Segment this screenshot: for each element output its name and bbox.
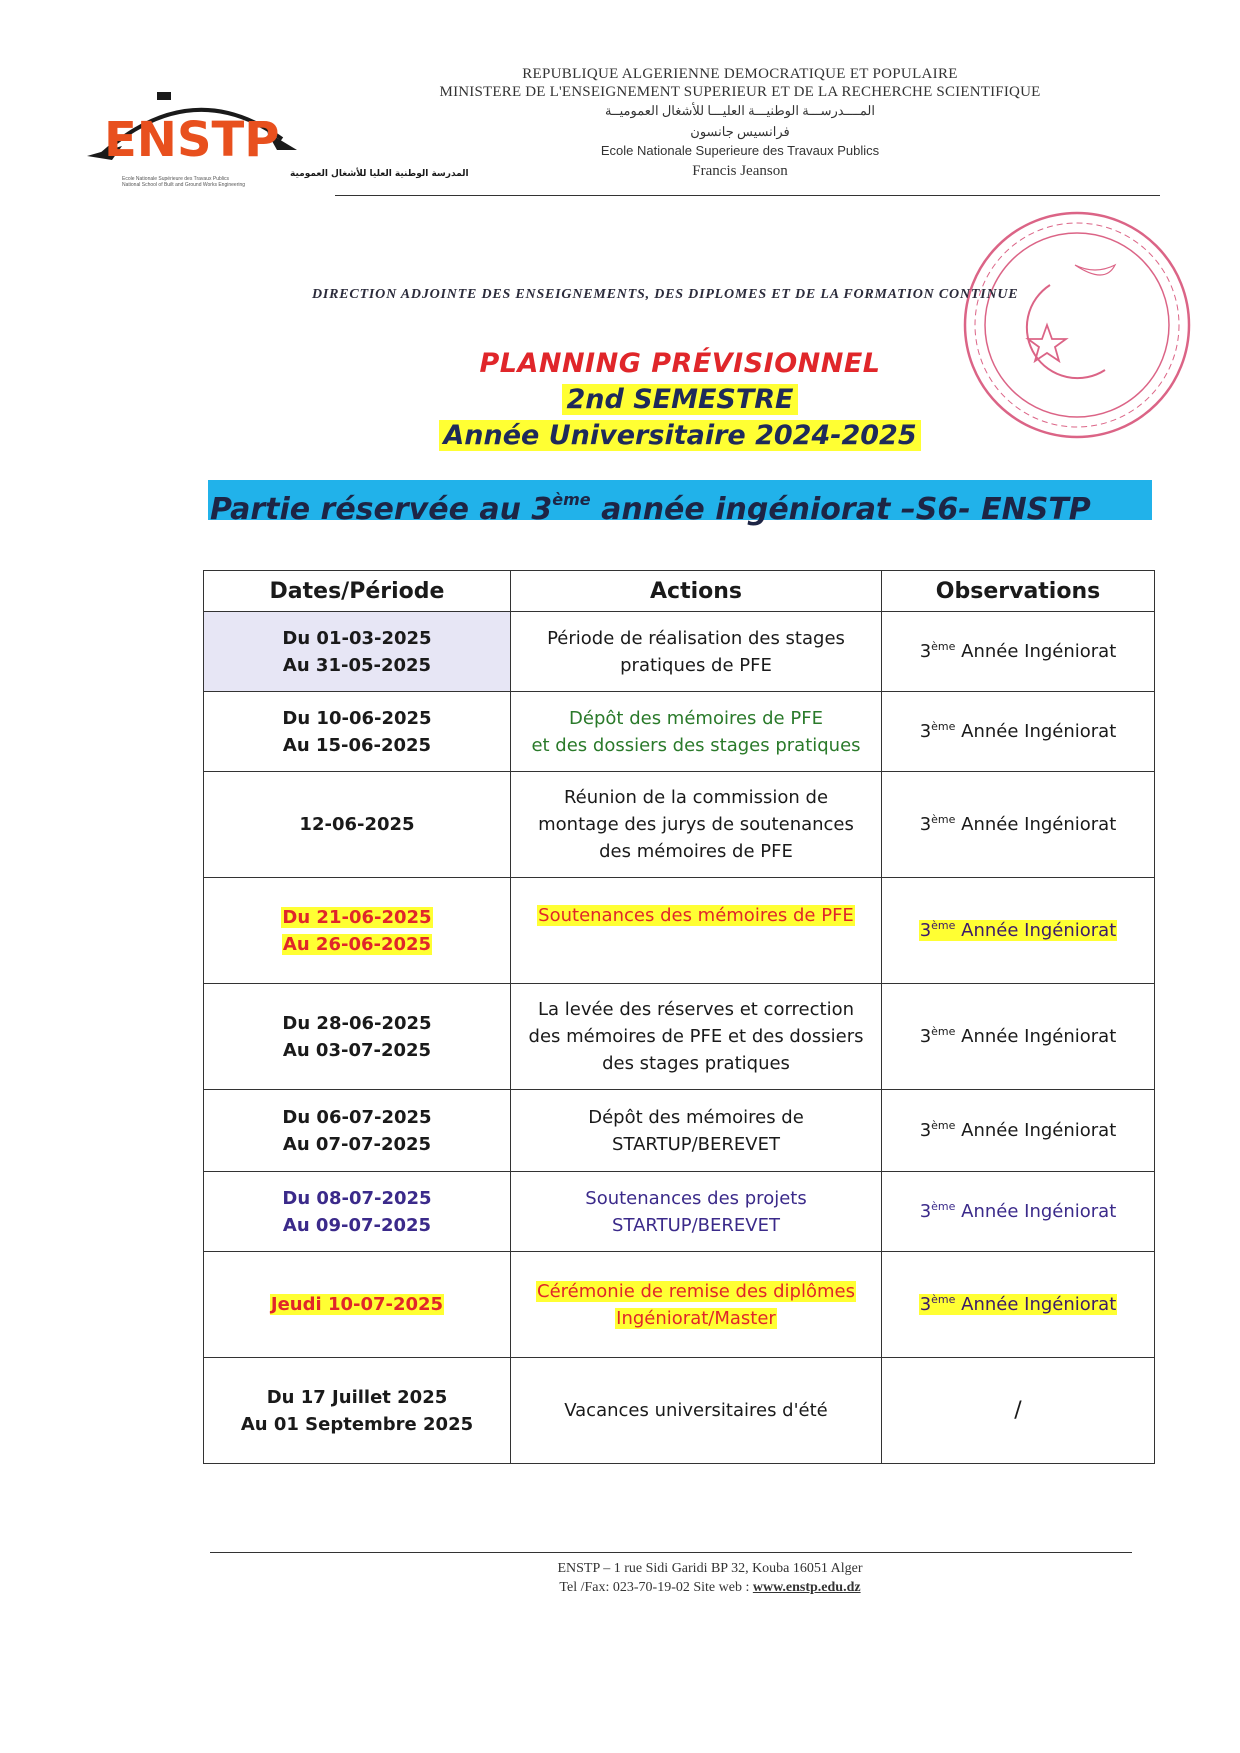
direction-heading: DIRECTION ADJOINTE DES ENSEIGNEMENTS, DES DIPLOMES ET DE LA FORMATION CONTINUE — [312, 287, 1019, 302]
footer-website-link[interactable]: www.enstp.edu.dz — [752, 1580, 861, 1595]
row-action — [511, 1358, 882, 1464]
obs-highlight — [919, 920, 1118, 941]
date-start: Du 01-03-2025 — [282, 627, 432, 649]
action-line: des mémoires de PFE et des dossiers — [528, 1026, 864, 1047]
table-row — [204, 1252, 1155, 1358]
action-line-wrap — [521, 1305, 871, 1332]
action-line: La levée des réserves et correction — [537, 999, 855, 1020]
table-row — [204, 612, 1155, 692]
action-line: Période de réalisation des stages — [547, 627, 845, 649]
obs-number: 3 — [919, 721, 932, 742]
action-line: Cérémonie de remise des diplômes — [537, 1280, 855, 1302]
obs-text: Année Ingéniorat — [955, 1120, 1117, 1141]
obs-highlight — [919, 1294, 1118, 1315]
table-row — [204, 878, 1155, 984]
date-start: Du 17 Juillet 2025 — [266, 1386, 448, 1408]
obs-superscript: ème — [931, 640, 956, 653]
table-row — [204, 1090, 1155, 1172]
logo-sub-en: National School of Built and Ground Works Engineering — [122, 182, 246, 188]
date-start-wrap — [214, 904, 500, 931]
obs-text: Année Ingéniorat — [955, 1294, 1117, 1315]
header-school-arabic: المــــدرســـة الوطنيـــة العليـــا للأشغال العموميــة — [605, 103, 875, 118]
obs-text: Année Ingéniorat — [955, 814, 1117, 835]
row-date — [204, 1358, 511, 1464]
action-line: montage des jurys de soutenances — [538, 814, 854, 835]
row-action — [511, 772, 882, 878]
row-observation — [882, 692, 1155, 772]
row-action — [511, 692, 882, 772]
title-year-text: Année Universitaire 2024-2025 — [439, 420, 920, 451]
row-date — [204, 1172, 511, 1252]
row-action — [511, 1090, 882, 1172]
footer-contact — [380, 1580, 1040, 1596]
obs-text: Année Ingéniorat — [955, 920, 1117, 941]
action-line: Soutenances des mémoires de PFE — [538, 905, 854, 926]
date-end: Au 03-07-2025 — [282, 1039, 432, 1061]
table-header-row — [204, 571, 1155, 612]
obs-number: 3 — [919, 1026, 932, 1047]
action-line: Réunion de la commission de — [563, 787, 829, 808]
logo-text: ENSTP — [104, 112, 280, 168]
date-single: Jeudi 10-07-2025 — [270, 1294, 444, 1315]
header-francis-jeanson: Francis Jeanson — [692, 163, 788, 179]
logo-sub-fr: Ecole Nationale Supérieure des Travaux Publics — [122, 176, 230, 182]
row-date — [204, 984, 511, 1090]
header-actions: Actions — [511, 571, 882, 612]
action-line: des mémoires de PFE — [599, 841, 793, 862]
date-end-wrap — [214, 931, 500, 958]
row-date — [204, 1252, 511, 1358]
obs-superscript: ème — [931, 1293, 956, 1306]
obs-slash: / — [1014, 1398, 1022, 1423]
date-end: Au 26-06-2025 — [282, 933, 432, 955]
date-start: Du 21-06-2025 — [282, 906, 432, 928]
header-divider — [335, 195, 1160, 196]
obs-number: 3 — [919, 1201, 932, 1222]
obs-number: 3 — [919, 920, 932, 941]
row-observation — [882, 1090, 1155, 1172]
logo-arabic: المدرسة الوطنية العليا للأشغال العمومية — [290, 169, 469, 179]
footer-address: ENSTP – 1 rue Sidi Garidi BP 32, Kouba 16051 Alger — [557, 1561, 863, 1576]
header-ministry: MINISTERE DE L'ENSEIGNEMENT SUPERIEUR ET DE LA RECHERCHE SCIENTIFIQUE — [439, 84, 1041, 100]
part-text-pre: Partie réservée au 3 — [210, 492, 553, 527]
table-row — [204, 1358, 1155, 1464]
action-line: Soutenances des projets — [585, 1187, 807, 1209]
obs-number: 3 — [919, 814, 932, 835]
row-date — [204, 612, 511, 692]
table-row — [204, 692, 1155, 772]
row-action — [511, 878, 882, 984]
title-planning: PLANNING PRÉVISIONNEL — [479, 348, 881, 379]
row-action — [511, 612, 882, 692]
action-line: pratiques de PFE — [620, 654, 772, 676]
obs-text: Année Ingéniorat — [955, 1201, 1117, 1222]
date-start: Du 28-06-2025 — [282, 1012, 432, 1034]
row-date — [204, 692, 511, 772]
action-line: Ingéniorat/Master — [616, 1307, 776, 1329]
date-end: Au 31-05-2025 — [282, 654, 432, 676]
obs-superscript: ème — [931, 813, 956, 826]
row-date — [204, 1090, 511, 1172]
action-line: et des dossiers des stages pratiques — [531, 734, 861, 756]
obs-superscript: ème — [931, 1025, 956, 1038]
row-observation — [882, 612, 1155, 692]
title-year — [300, 420, 1060, 451]
obs-superscript: ème — [931, 1119, 956, 1132]
action-line-wrap — [521, 1278, 871, 1305]
obs-text: Année Ingéniorat — [955, 1026, 1117, 1047]
date-end: Au 15-06-2025 — [282, 734, 432, 756]
planning-table — [203, 570, 1155, 1464]
footer-phone: Tel /Fax: 023-70-19-02 Site web : — [559, 1580, 753, 1595]
row-action — [511, 984, 882, 1090]
row-observation — [882, 1172, 1155, 1252]
part-banner — [208, 480, 1152, 527]
date-start: Du 10-06-2025 — [282, 707, 432, 729]
table-row — [204, 984, 1155, 1090]
row-date — [204, 772, 511, 878]
header-school-french: Ecole Nationale Superieure des Travaux Publics — [600, 143, 880, 158]
title-semester — [300, 384, 1060, 415]
part-text-post: année ingéniorat –S6- ENSTP — [590, 492, 1091, 527]
obs-superscript: ème — [931, 919, 956, 932]
row-observation — [882, 772, 1155, 878]
row-observation — [882, 1358, 1155, 1464]
row-observation — [882, 984, 1155, 1090]
row-observation — [882, 1252, 1155, 1358]
title-semester-text: 2nd SEMESTRE — [562, 384, 797, 415]
date-start: Du 06-07-2025 — [282, 1106, 432, 1128]
header-name-arabic: فرانسيس جانسون — [690, 124, 790, 139]
obs-number: 3 — [919, 1120, 932, 1141]
obs-number: 3 — [919, 1294, 932, 1315]
action-line: STARTUP/BEREVET — [612, 1214, 780, 1236]
action-line: Dépôt des mémoires de PFE — [569, 707, 823, 729]
row-observation — [882, 878, 1155, 984]
header-dates: Dates/Période — [204, 571, 511, 612]
obs-superscript: ème — [931, 720, 956, 733]
logo-subtitles — [122, 176, 322, 188]
obs-number: 3 — [919, 641, 932, 662]
action-line: Vacances universitaires d'été — [564, 1400, 828, 1421]
table-row — [204, 1172, 1155, 1252]
date-end: Au 01 Septembre 2025 — [240, 1413, 474, 1435]
part-superscript: ème — [552, 490, 591, 509]
obs-superscript: ème — [931, 1200, 956, 1213]
header-observations: Observations — [882, 571, 1155, 612]
obs-text: Année Ingéniorat — [955, 721, 1117, 742]
date-end: Au 07-07-2025 — [282, 1133, 432, 1155]
date-single: 12-06-2025 — [299, 814, 415, 835]
obs-text: Année Ingéniorat — [955, 641, 1117, 662]
date-end: Au 09-07-2025 — [282, 1214, 432, 1236]
date-start: Du 08-07-2025 — [282, 1187, 432, 1209]
action-line: des stages pratiques — [602, 1053, 790, 1074]
row-date — [204, 878, 511, 984]
footer-divider — [210, 1552, 1132, 1553]
header-republic: REPUBLIQUE ALGERIENNE DEMOCRATIQUE ET POPULAIRE — [522, 66, 958, 82]
table-row — [204, 772, 1155, 878]
enstp-logo — [82, 84, 469, 204]
action-line: Dépôt des mémoires de — [588, 1106, 804, 1128]
action-line: STARTUP/BEREVET — [612, 1133, 780, 1155]
row-action — [511, 1252, 882, 1358]
row-action — [511, 1172, 882, 1252]
